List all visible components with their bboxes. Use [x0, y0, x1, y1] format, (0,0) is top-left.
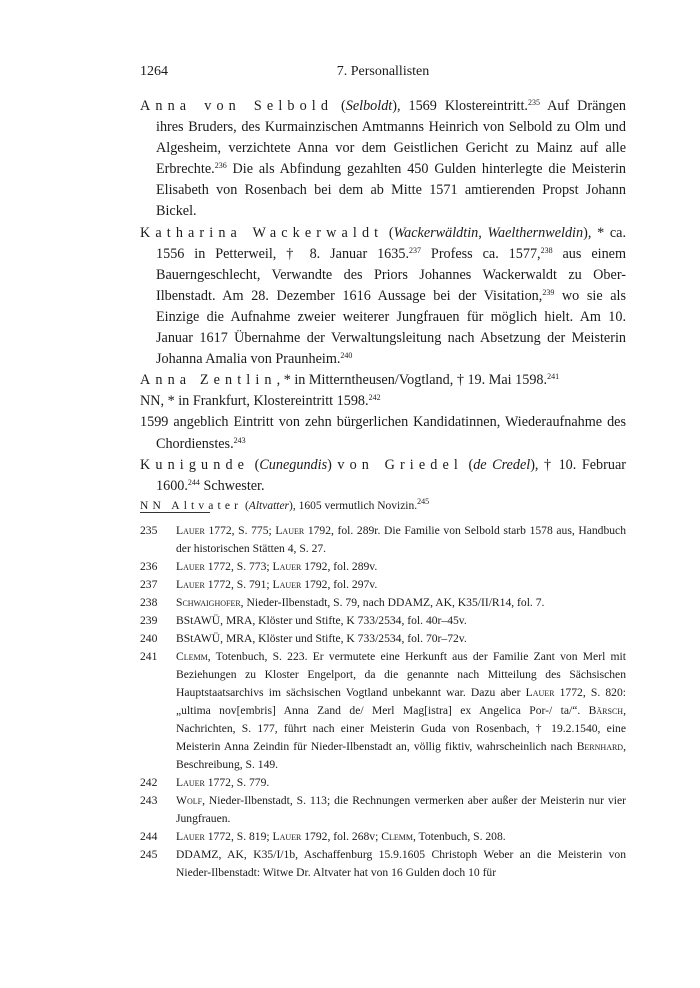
- entry-text: aus einem Bauerngeschlecht, Verwandte des Priors Johannes Wackerwaldt zu Ober-Ilbenstadt. Am 28. Dezember 1616 Aussage bei der Visitation,: [156, 245, 626, 304]
- footnote-text: 1792, fol. 297v.: [301, 578, 378, 591]
- footnote-ref[interactable]: 241: [547, 372, 560, 382]
- entry-nn-altvater: NN Altvater (Altvatter), 1605 vermutlich Novizin.$^{245}$: [140, 496, 430, 512]
- author-name: Schwaighofer: [176, 596, 241, 609]
- entry-text: ), 1605 vermutlich Novizin.: [289, 499, 418, 512]
- entry-nn-frankfurt: [140, 391, 626, 412]
- person-name: Anna von Selbold: [140, 98, 334, 114]
- entry-text: , * in Frankfurt, Klostereintritt 1598.: [160, 393, 369, 410]
- footnote-text: , Nieder-Ilbenstadt, S. 113; die Rechnungen vermerken aber außer der Meisterin nur vier Jungfrauen.: [176, 794, 626, 825]
- footnote-ref[interactable]: 236: [214, 161, 227, 171]
- footnote-text: 1772, S. 773;: [204, 560, 273, 573]
- author-name: Lauer: [176, 776, 205, 789]
- footnote-text: 1792, fol. 289v.: [301, 560, 378, 573]
- footnotes: [140, 522, 626, 882]
- author-name: Lauer: [176, 830, 205, 843]
- entry-kunigunde-von-griedel: Kunigunde (Cunegundis) von Griedel (de Credel), † 10. Februar 1600.$^{244}$ Schwester.: [140, 456, 626, 494]
- footnote: [140, 630, 626, 648]
- page-number: 1264: [140, 64, 168, 79]
- person-name: von Griedel: [337, 456, 463, 473]
- entry-text: Die als Abfindung gezahlten 450 Gulden hinterlegte die Meisterin Elisabeth von Rosenbach bei dem ab Mitte 1571 amtierenden Propst Johann Bickel.: [156, 161, 626, 220]
- footnote-ref[interactable]: 240: [340, 351, 353, 361]
- footnote-ref[interactable]: 237: [409, 245, 422, 255]
- entry-text: ), * ca. 1556 in Petterweil, † 8. Januar 1635.: [156, 224, 627, 262]
- name-variant: Wackerwäldtin, Waelthernweldin: [393, 224, 584, 241]
- entry-text: Auf Drängen ihres Bruders, des Kurmainzischen Amtmanns Heinrich von Selbold zu Olm und Algesheim, verzichtete Anna vor dem Geistlichen Gericht zu Mainz auf alle Erbrechte.: [156, 98, 626, 178]
- name-variant: Cunegundis: [259, 456, 328, 473]
- author-name: Lauer: [176, 560, 205, 573]
- footnote-text: BStAWÜ, MRA, Klöster und Stifte, K 733/2534, fol. 40r–45v.: [176, 614, 467, 627]
- footnote-text: , Totenbuch, S. 223. Er vermutete eine Herkunft aus der Familie Zant von Merl mit Beziehungen zu Kloster Engelport, da die genannte nach Mitteilung des Sächsischen Hauptstaatsarchivs im sächsischen Vogtland unbekannt war. Dazu aber: [176, 650, 626, 699]
- entry-text: Profess ca. 1577,: [421, 245, 541, 262]
- footnote-text: , Totenbuch, S. 208.: [412, 830, 506, 843]
- footnote-number: 244: [140, 830, 158, 843]
- footnote: [140, 558, 626, 576]
- author-name: Clemm: [381, 830, 413, 843]
- footnote-text: BStAWÜ, MRA, Klöster und Stifte, K 733/2534, fol. 70r–72v.: [176, 632, 467, 645]
- footnote-number: 238: [140, 596, 158, 609]
- author-name: Lauer: [176, 524, 205, 537]
- entry-text: Schwester.: [199, 477, 265, 494]
- running-title: 7. Personallisten: [336, 64, 430, 79]
- footnote-number: 239: [140, 614, 158, 627]
- entry-text: 1599 angeblich Eintritt von zehn bürgerlichen Kandidatinnen, Wiederaufnahme des Chordienstes.: [140, 414, 626, 452]
- author-name: Clemm: [176, 650, 208, 663]
- entry-1599: [140, 412, 626, 454]
- footnote: [140, 522, 626, 558]
- footnote-text: , Beschreibung, S. 149.: [176, 740, 626, 771]
- footnote-text: 1792, fol. 268v;: [301, 830, 382, 843]
- author-name: Lauer: [275, 524, 305, 537]
- footnote: [140, 594, 626, 612]
- entry-text: ), † 10. Februar 1600.: [156, 456, 626, 494]
- author-name: Bärsch: [588, 704, 624, 717]
- entry-text: , * in Mitterntheusen/Vogtland, † 19. Mai 1598.: [276, 372, 548, 389]
- footnote: [140, 828, 626, 846]
- name-variant: Selboldt: [345, 98, 393, 114]
- footnote-number: 242: [140, 776, 158, 789]
- footnote: [140, 774, 626, 792]
- footnote: [140, 576, 626, 594]
- footnote-number: 236: [140, 560, 158, 573]
- author-name: Lauer: [272, 560, 302, 573]
- footnote-text: 1772, S. 791;: [204, 578, 273, 591]
- author-name: Lauer: [176, 578, 205, 591]
- name-variant: Altvatter: [248, 499, 290, 512]
- footnote-number: 237: [140, 578, 158, 591]
- footnote-text: , Nachrichten, S. 177, führt nach einer Meisterin Guda von Rosenbach, † 19.2.1540, eine Meisterin Anna Zeindin für Nieder-Ilbenstadt an, völlig fiktiv, wahrscheinlich nach: [176, 704, 626, 753]
- person-name: Katharina Wackerwaldt: [140, 224, 384, 241]
- footnote-text: 1772, S. 775;: [204, 524, 276, 537]
- page-header: [140, 64, 626, 82]
- footnote-text: 1772, S. 819;: [204, 830, 273, 843]
- footnote-ref[interactable]: 243: [233, 435, 246, 445]
- footnote-number: 243: [140, 794, 158, 807]
- footnote-text: 1792, fol. 289r. Die Familie von Selbold starb 1578 aus, Handbuch der historischen Stätten 4, S. 27.: [176, 524, 626, 555]
- footnote-ref[interactable]: 245: [417, 496, 430, 506]
- entry-anna-von-selbold: Anna von Selbold (Selboldt), 1569 Klostereintritt.$^{235}$ Auf Drängen ihres Bruders, des Kurmainzischen Amtmanns Heinrich von Selbold zu Olm und Algesheim, verzichtete Anna vor dem Geistlichen Gericht zu Mainz auf alle Erbrechte.$^{236}$ Die als Abfindung gezahlten 450 Gulden hinterlegte die Meisterin Elisabeth von Rosenbach bei dem ab Mitte 1571 amtierenden Propst Johann Bickel.: [140, 98, 626, 220]
- footnote: [140, 792, 626, 828]
- footnote: [140, 612, 626, 630]
- entry-anna-zentlin: [140, 370, 626, 391]
- entry-text: wo sie als Einzige die Aufnahme zweier weiterer Jungfrauen für möglich hielt. Am 10. Januar 1617 Übernahme der Verwaltungsleitung nach Absetzung der Meisterin Johanna Amalia von Praunheim.: [156, 287, 626, 368]
- person-name: Anna Zentlin: [140, 372, 277, 389]
- author-name: Lauer: [525, 686, 555, 699]
- person-name: NN Altvater: [140, 499, 243, 512]
- footnote-divider: [140, 512, 210, 513]
- personnel-list: [140, 96, 626, 515]
- author-name: Lauer: [272, 830, 302, 843]
- footnote-number: 240: [140, 632, 158, 645]
- footnote-text: , Nieder-Ilbenstadt, S. 79, nach DDAMZ, AK, K35/II/R14, fol. 7.: [240, 596, 545, 609]
- footnote: [140, 846, 626, 882]
- footnote-number: 245: [140, 848, 158, 861]
- person-name: Kunigunde: [140, 456, 250, 473]
- footnote-ref[interactable]: 238: [540, 245, 553, 255]
- person-name: NN: [140, 393, 161, 410]
- footnote-ref[interactable]: 239: [542, 287, 555, 297]
- footnote-ref[interactable]: 242: [368, 393, 381, 403]
- author-name: Bernhard: [576, 740, 624, 753]
- entry-text: , 1569 Klostereintritt.: [396, 98, 528, 114]
- entry-katharina-wackerwaldt: Katharina Wackerwaldt (Wackerwäldtin, Waelthernweldin), * ca. 1556 in Petterweil, † 8. Januar 1635.$^{237}$ Profess ca. 1577,$^{238}$ aus einem Bauerngeschlecht, Verwandte des Priors Johannes Wackerwaldt zu Ober-Ilbenstadt. Am 28. Dezember 1616 Aussage bei der Visitation,$^{239}$ wo sie als Einzige die Aufnahme zweier weiterer Jungfrauen für möglich hielt. Am 10. Januar 1617 Übernahme der Verwaltungsleitung nach Absetzung der Meisterin Johanna Amalia von Praunheim.$^{240}$: [140, 224, 627, 368]
- footnote: [140, 648, 626, 774]
- author-name: Wolf: [176, 794, 203, 807]
- footnote-text: 1772, S. 779.: [204, 776, 270, 789]
- footnote-ref[interactable]: 244: [187, 477, 200, 487]
- footnote-text: DDAMZ, AK, K35/I/1b, Aschaffenburg 15.9.1605 Christoph Weber an die Meisterin von Nieder-Ilbenstadt: Witwe Dr. Altvater hat von 16 Gulden doch 10 für: [176, 848, 626, 879]
- author-name: Lauer: [272, 578, 302, 591]
- footnote-number: 241: [140, 650, 158, 663]
- name-variant: de Credel: [473, 456, 531, 473]
- footnote-text: 1772, S. 820: „ultima nov[embris] Anna Zand de/ Merl Mag[istra] ex Angelica Por-/ ta/“.: [176, 686, 626, 717]
- footnote-number: 235: [140, 524, 158, 537]
- footnote-ref[interactable]: 235: [527, 98, 540, 107]
